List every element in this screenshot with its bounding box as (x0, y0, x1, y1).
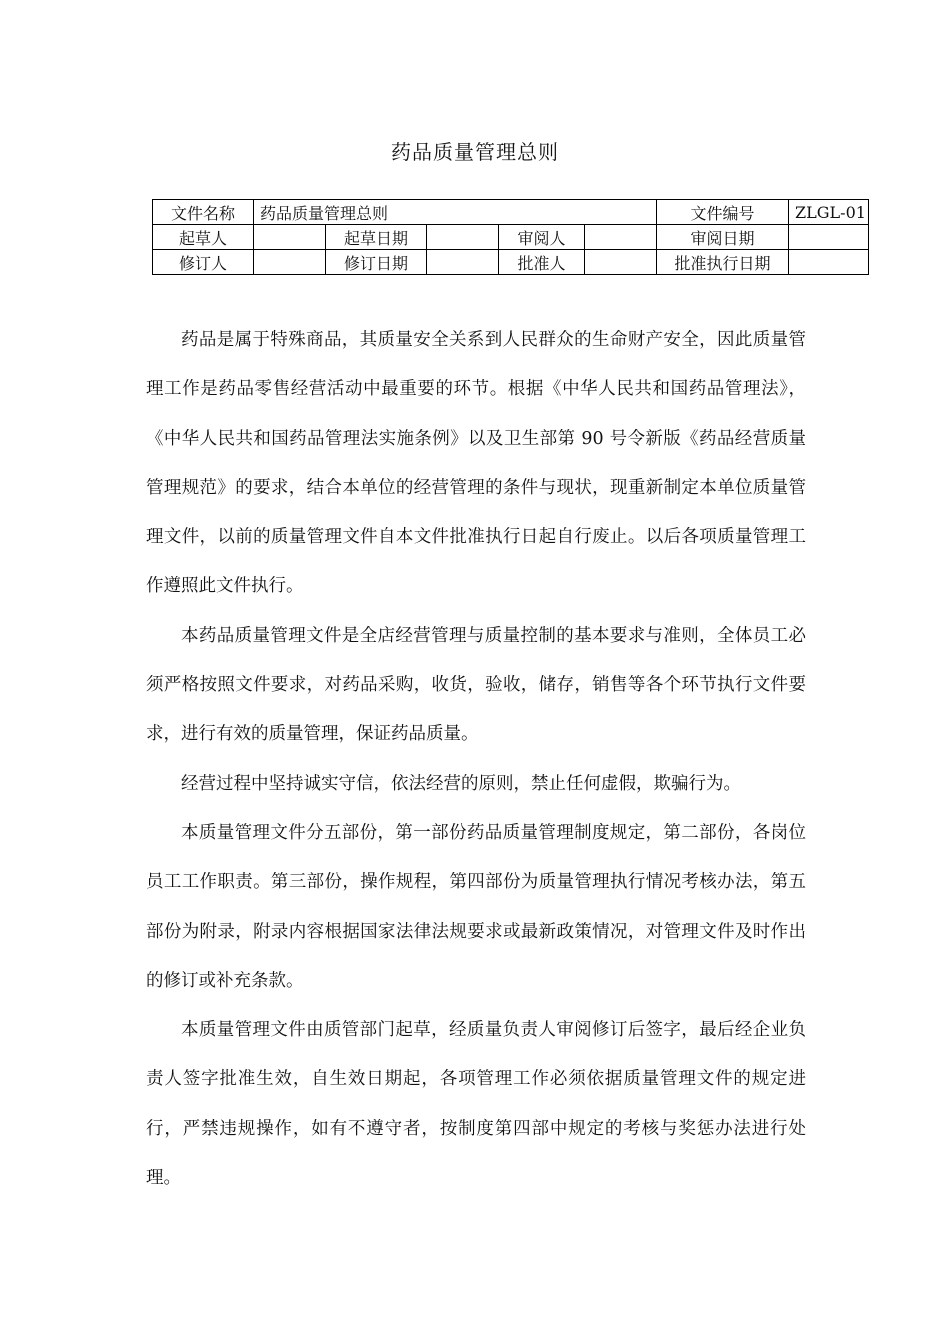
file-no-label: 文件编号 (657, 200, 789, 225)
review-date-value (789, 225, 869, 250)
reviser-value (254, 250, 326, 275)
revise-date-label: 修订日期 (326, 250, 427, 275)
paragraph: 药品是属于特殊商品，其质量安全关系到人民群众的生命财产安全，因此质量管理工作是药品零售经营活动中最重要的环节。根据《中华人民共和国药品管理法》，《中华人民共和国药品管理法实施条例》以及卫生部第 90 号令新版《药品经营质量管理规范》的要求，结合本单位的经营管理的条件与现状，现重新制定本单位质量管理文件，以前的质量管理文件自本文件批准执行日起自行废止。以后各项质量管理工作遵照此文件执行。 (146, 330, 806, 597)
meta-row-revise (153, 250, 869, 275)
paragraph: 经营过程中坚持诚实守信，依法经营的原则，禁止任何虚假，欺骗行为。 (181, 773, 741, 794)
reviewer-value (585, 225, 657, 250)
document-title: 药品质量管理总则 (391, 140, 559, 164)
approver-label: 批准人 (499, 250, 585, 275)
file-no-value: ZLGL-01 (789, 200, 869, 225)
meta-row-file (153, 200, 869, 225)
review-date-label: 审阅日期 (657, 225, 789, 250)
drafter-label: 起草人 (153, 225, 254, 250)
drafter-value (254, 225, 326, 250)
paragraph: 本药品质量管理文件是全店经营管理与质量控制的基本要求与准则，全体员工必须严格按照文件要求，对药品采购，收货，验收，储存，销售等各个环节执行文件要求，进行有效的质量管理，保证药品质量。 (146, 625, 806, 745)
revise-date-value (427, 250, 499, 275)
draft-date-value (427, 225, 499, 250)
approver-value (585, 250, 657, 275)
reviewer-label: 审阅人 (499, 225, 585, 250)
document-body (146, 316, 806, 1203)
paragraph: 本质量管理文件分五部份，第一部份药品质量管理制度规定，第二部份，各岗位员工工作职责。第三部份，操作规程，第四部份为质量管理执行情况考核办法，第五部份为附录，附录内容根据国家法律法规要求或最新政策情况，对管理文件及时作出的修订或补充条款。 (146, 822, 806, 991)
draft-date-label: 起草日期 (326, 225, 427, 250)
reviser-label: 修订人 (153, 250, 254, 275)
paragraph: 本质量管理文件由质管部门起草，经质量负责人审阅修订后签字，最后经企业负责人签字批准生效，自生效日期起，各项管理工作必须依据质量管理文件的规定进行，严禁违规操作，如有不遵守者，按制度第四部中规定的考核与奖惩办法进行处理。 (146, 1020, 806, 1189)
file-name-value: 药品质量管理总则 (254, 200, 657, 225)
meta-row-draft (153, 225, 869, 250)
document-meta-table (152, 199, 869, 275)
approve-date-value (789, 250, 869, 275)
approve-date-label: 批准执行日期 (657, 250, 789, 275)
file-name-label: 文件名称 (153, 200, 254, 225)
